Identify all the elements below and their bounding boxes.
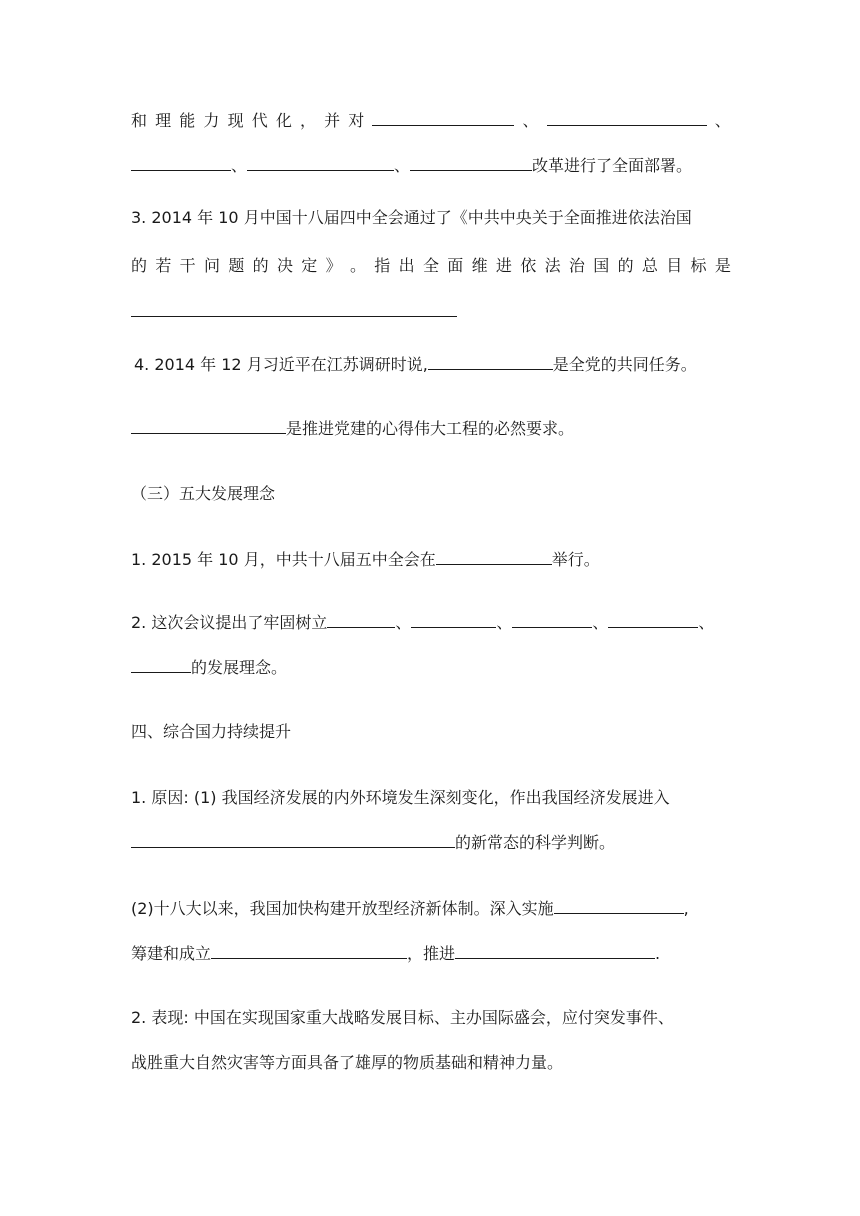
- paragraph-line-14: [131, 939, 731, 969]
- fill-in-blank[interactable]: [436, 547, 552, 565]
- separator: 、: [698, 613, 715, 632]
- fill-in-blank[interactable]: [410, 153, 532, 171]
- text-char: 国: [593, 256, 610, 275]
- text-char: 的: [252, 256, 269, 275]
- fill-in-blank[interactable]: [327, 610, 395, 628]
- fill-in-blank[interactable]: [131, 830, 455, 848]
- text-char: 总: [641, 256, 658, 275]
- text-char: 并: [324, 111, 341, 130]
- text-char: 对: [348, 111, 365, 130]
- text-char: 干: [179, 256, 196, 275]
- text-segment: 是全党的共同任务。: [552, 355, 697, 374]
- paragraph-line-9: [131, 608, 731, 638]
- text-char: 出: [398, 256, 415, 275]
- fill-in-blank[interactable]: [372, 108, 514, 126]
- section-title: （三）五大发展理念: [131, 484, 276, 503]
- paragraph-line-1: [131, 106, 731, 136]
- text-char: 的: [617, 256, 634, 275]
- text-segment: 战胜重大自然灾害等方面具备了雄厚的物质基础和精神力量。: [131, 1053, 564, 1072]
- text-segment: 是推进党建的心得伟大工程的必然要求。: [286, 419, 575, 438]
- fill-in-blank[interactable]: [131, 655, 191, 673]
- paragraph-line-3: [131, 203, 731, 233]
- text-segment: ，推进: [407, 944, 456, 963]
- text-char: 问: [203, 256, 220, 275]
- text-char: 全: [422, 256, 439, 275]
- text-char: 和: [131, 111, 148, 130]
- paragraph-line-11: [131, 783, 731, 813]
- text-char: 指: [374, 256, 391, 275]
- text-segment: 1. 原因: (1) 我国经济发展的内外环境发生深刻变化，作出我国经济发展进入: [131, 788, 670, 807]
- text-char: 若: [155, 256, 172, 275]
- text-char: 法: [544, 256, 561, 275]
- paragraph-line-6: [134, 350, 734, 380]
- section-heading-3: [131, 479, 731, 509]
- fill-in-blank[interactable]: [428, 352, 553, 370]
- text-char: 面: [447, 256, 464, 275]
- paragraph-line-8: [131, 545, 731, 575]
- fill-in-blank[interactable]: [131, 153, 231, 171]
- text-char: 理: [155, 111, 172, 130]
- text-segment: (2)十八大以来，我国加快构建开放型经济新体制。深入实施: [131, 899, 554, 918]
- text-segment: 3. 2014 年 10 月中国十八届四中全会通过了《中共中央关于全面推进依法治国: [131, 208, 692, 227]
- fill-in-blank[interactable]: [455, 941, 655, 959]
- fill-in-blank[interactable]: [512, 610, 592, 628]
- fill-in-blank[interactable]: [411, 610, 496, 628]
- text-char: 题: [228, 256, 245, 275]
- text-char: 、: [714, 111, 731, 130]
- text-segment: 4. 2014 年 12 月习近平在江苏调研时说,: [134, 355, 428, 374]
- text-segment: 举行。: [551, 550, 600, 569]
- paragraph-line-7: [131, 414, 731, 444]
- text-char: 代: [251, 111, 268, 130]
- text-char: 、: [522, 111, 539, 130]
- text-segment: ,: [683, 899, 689, 918]
- text-char: 进: [495, 256, 512, 275]
- text-char: 定: [301, 256, 318, 275]
- text-char: 力: [203, 111, 220, 130]
- text-char: 是: [714, 256, 731, 275]
- fill-in-blank[interactable]: [554, 896, 684, 914]
- paragraph-line-5: [131, 297, 731, 327]
- text-char: 现: [227, 111, 244, 130]
- fill-in-blank[interactable]: [211, 941, 407, 959]
- paragraph-line-13: [131, 894, 731, 924]
- text-char: 。: [349, 256, 366, 275]
- paragraph-line-12: [131, 828, 731, 858]
- text-segment: 的发展理念。: [191, 658, 288, 677]
- text-segment: 的新常态的科学判断。: [455, 833, 616, 852]
- separator: 、: [394, 156, 411, 175]
- fill-in-blank[interactable]: [247, 153, 394, 171]
- paragraph-line-2: [131, 151, 731, 181]
- text-char: 》: [325, 256, 342, 275]
- text-char: 治: [568, 256, 585, 275]
- paragraph-line-10: [131, 653, 731, 683]
- paragraph-line-4: [131, 251, 731, 281]
- text-segment: 1. 2015 年 10 月，中共十八届五中全会在: [131, 550, 436, 569]
- fill-in-blank[interactable]: [131, 299, 457, 317]
- text-segment: 筹建和成立: [131, 944, 212, 963]
- paragraph-line-16: [131, 1048, 731, 1078]
- paragraph-line-15: [131, 1003, 731, 1033]
- fill-in-blank[interactable]: [547, 108, 707, 126]
- fill-in-blank[interactable]: [131, 416, 286, 434]
- text-segment: .: [655, 944, 661, 963]
- text-char: 依: [520, 256, 537, 275]
- text-char: 的: [131, 256, 148, 275]
- text-char: 化: [275, 111, 292, 130]
- text-char: 决: [276, 256, 293, 275]
- section-heading-4: [131, 717, 731, 747]
- text-segment: 2. 这次会议提出了牢固树立: [131, 613, 328, 632]
- text-char: ，: [299, 111, 316, 130]
- text-char: 标: [690, 256, 707, 275]
- text-char: 维: [471, 256, 488, 275]
- separator: 、: [496, 613, 513, 632]
- section-title: 四、综合国力持续提升: [131, 722, 292, 741]
- separator: 、: [592, 613, 609, 632]
- text-char: 目: [666, 256, 683, 275]
- text-segment: 2. 表现: 中国在实现国家重大战略发展目标、主办国际盛会，应付突发事件、: [131, 1008, 674, 1027]
- text-segment: 改革进行了全面部署。: [532, 156, 693, 175]
- separator: 、: [231, 156, 248, 175]
- text-char: 能: [179, 111, 196, 130]
- separator: 、: [395, 613, 412, 632]
- fill-in-blank[interactable]: [608, 610, 698, 628]
